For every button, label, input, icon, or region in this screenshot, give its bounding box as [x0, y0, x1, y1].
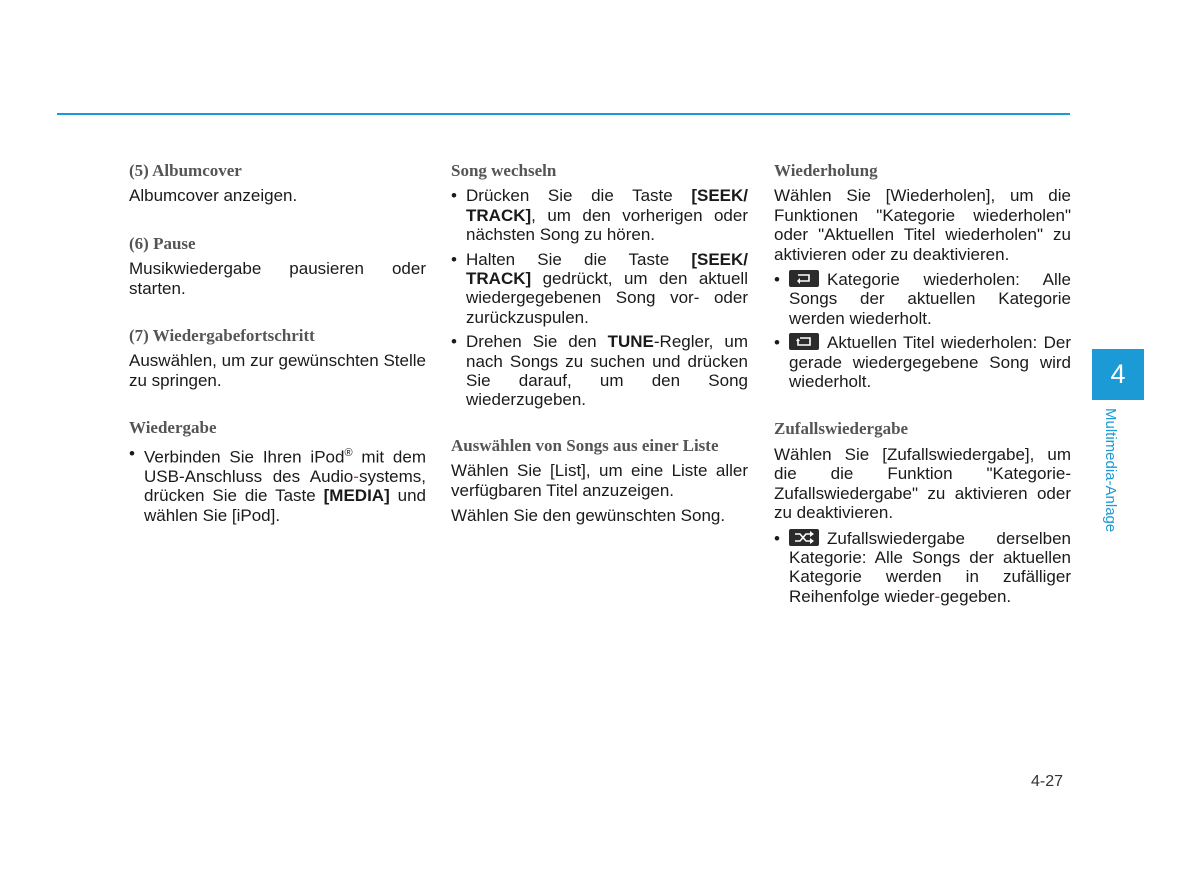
- chapter-tab: 4: [1092, 349, 1144, 400]
- column-1: [129, 161, 426, 553]
- repeat-track-icon: [789, 333, 819, 350]
- key-label: TUNE: [607, 332, 654, 352]
- section-select-songs: [451, 436, 748, 526]
- list-item: [451, 186, 748, 244]
- column-2: [451, 161, 748, 554]
- playback-heading: Wiedergabe: [129, 418, 217, 438]
- list-item: [774, 270, 1071, 328]
- hyphen-mark: -: [353, 466, 359, 486]
- progress-heading: (7) Wiedergabefortschritt: [129, 326, 315, 346]
- select-songs-text-1: Wählen Sie [List], um eine Liste aller verfügbaren Titel anzuzeigen.: [451, 461, 748, 500]
- list-item: [451, 332, 748, 410]
- albumcover-text: Albumcover anzeigen.: [129, 186, 298, 206]
- text-run: Halten Sie die Taste: [466, 249, 692, 269]
- page-number: 4-27: [1031, 773, 1064, 790]
- text-run: Verbinden Sie Ihren iPod: [144, 447, 345, 467]
- select-songs-heading: Auswählen von Songs aus einer Liste: [451, 435, 719, 455]
- header-rule: [57, 113, 1070, 115]
- section-albumcover: [129, 161, 426, 206]
- section-repeat: [774, 161, 1071, 391]
- repeat-list: [774, 270, 1071, 391]
- shuffle-heading: Zufallswiedergabe: [774, 419, 909, 439]
- playback-list: [129, 444, 426, 525]
- text-run: und wählen Sie [iPod].: [144, 486, 426, 525]
- section-shuffle: [774, 419, 1071, 606]
- list-item: [451, 250, 748, 328]
- progress-text: Auswählen, um zur gewünschten Stelle zu springen.: [129, 351, 426, 390]
- key-label: [MEDIA]: [323, 486, 390, 506]
- repeat-category-icon: [789, 270, 819, 287]
- section-progress: [129, 326, 426, 390]
- repeat-heading: Wiederholung: [774, 161, 878, 180]
- text-run: Zufallswiedergabe derselben Kategorie: Alle Songs der aktuellen Kategorie werden in zufälliger Reihenfolge wieder: [789, 528, 1071, 606]
- section-pause: [129, 234, 426, 298]
- repeat-text: Wählen Sie [Wiederholen], um die Funktionen "Kategorie wiederholen" oder "Aktuellen Titel wiederholen" zu aktivieren oder zu deaktivieren.: [774, 186, 1071, 264]
- song-change-heading: Song wechseln: [451, 161, 557, 180]
- key-label: [SEEK/ TRACK]: [466, 186, 748, 225]
- text-run: gedrückt, um den aktuell wiedergegebenen Song vor- oder zurückzuspulen.: [466, 269, 748, 327]
- key-label: [SEEK/ TRACK]: [466, 249, 748, 289]
- text-run: Drehen Sie den: [466, 332, 608, 352]
- text-run: -Regler, um nach Songs zu suchen und drücken Sie darauf, um den Song wiederzugeben.: [466, 332, 748, 410]
- text-run: gegeben.: [940, 586, 1012, 606]
- list-item: [129, 444, 426, 525]
- text-run: mit dem USB-Anschluss des Audio: [144, 447, 426, 486]
- section-song-change: [451, 161, 748, 410]
- registered-mark: ®: [344, 446, 353, 459]
- text-run: , um den vorherigen oder nächsten Song zu hören.: [466, 205, 748, 245]
- shuffle-list: [774, 529, 1071, 607]
- text-run: systems, drücken Sie die Taste: [144, 466, 426, 506]
- text-run: Kategorie wiederholen: Alle Songs der aktuellen Kategorie werden wiederholt.: [789, 270, 1071, 328]
- shuffle-text: Wählen Sie [Zufallswiedergabe], um die die Funktion "Kategorie-Zufallswiedergabe" zu aktivieren oder zu deaktivieren.: [774, 444, 1071, 523]
- albumcover-heading: (5) Albumcover: [129, 161, 242, 180]
- pause-heading: (6) Pause: [129, 233, 196, 253]
- text-run: Aktuellen Titel wiederholen: Der gerade wiedergegebene Song wird wiederholt.: [789, 333, 1071, 392]
- list-item: [774, 333, 1071, 391]
- pause-text: Musikwiedergabe pausieren oder starten.: [129, 259, 426, 298]
- song-change-list: [451, 186, 748, 409]
- column-3: [774, 161, 1071, 634]
- list-item: [774, 529, 1071, 607]
- section-playback: [129, 418, 426, 525]
- select-songs-text-2: Wählen Sie den gewünschten Song.: [451, 506, 726, 526]
- hyphen-mark: -: [934, 586, 941, 606]
- shuffle-icon: [789, 529, 819, 546]
- text-run: Drücken Sie die Taste: [466, 186, 692, 206]
- chapter-label: Multimedia-Anlage: [1102, 408, 1119, 533]
